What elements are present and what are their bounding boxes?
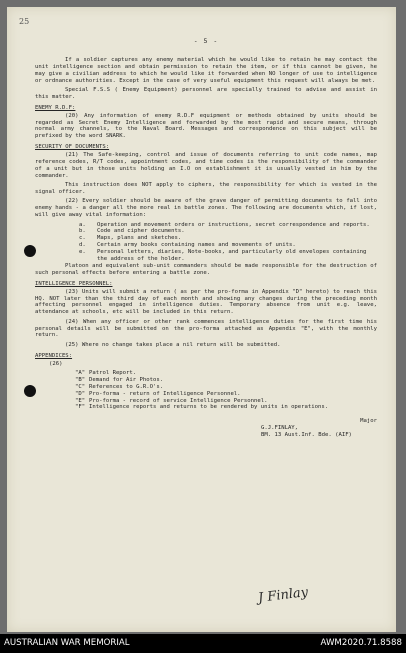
para-20: (20) Any information of enemy R.D.F equipment or methods obtained by units should be regarded as Secret Enemy Intelligence and forwarded by the most rapid and secure means, through normal army channels, to the Naval Board. Messages and correspondence on this subject will be prefixed by the word SNARK. (35, 112, 377, 140)
footer-institution: AUSTRALIAN WAR MEMORIAL (4, 638, 130, 648)
heading-enemy-rdf: ENEMY R.D.F: (35, 104, 76, 111)
appendix-item: "E" Pro-forma - record of service Intelligence Personnel. (75, 397, 268, 404)
heading-appendices: APPENDICES: (35, 352, 73, 359)
document-list (35, 222, 377, 263)
appendix-list (35, 370, 377, 411)
signature-block (261, 418, 377, 439)
list-item: c. Maps, plans and sketches. (79, 235, 182, 242)
footer-accession-number: AWM2020.71.8588 (320, 638, 402, 648)
appendix-item: "D" Pro-forma - return of Intelligence Personnel. (75, 390, 241, 397)
signature-rank: Major (360, 418, 377, 425)
appendix-item: "C" References to G.R.O's. (75, 383, 164, 390)
list-item: d. Certain army books containing names and movements of units. (79, 242, 296, 249)
para-26: (26) (49, 360, 63, 367)
pencil-mark: 25 (19, 17, 30, 26)
para-21: (21) The Safe-keeping, control and issue of documents referring to unit code names, map reference codes, R/T codes, appointment codes, and time codes is the responsibility of the commander of a unit but in those units holding an I.O on establishment it is usually vested in him by the commander. (35, 152, 377, 179)
para-25: (25) Where no change takes place a nil return will be submitted. (65, 341, 281, 348)
para-24: (24) When any officer or other rank commences intelligence duties for the first time his personal details will be submitted on the pro-forma attached as Appendix "E", with the monthly return. (35, 318, 377, 339)
para-platoon: Platoon and equivalent sub-unit commanders should be made responsible for the destruction of such personal effects before entering a battle zone. (35, 262, 377, 276)
list-item: a. Operation and movement orders or instructions, secret correspondence and reports. (79, 221, 370, 228)
document-body (35, 38, 377, 439)
heading-security-documents: SECURITY OF DOCUMENTS: (35, 144, 110, 151)
para-22: (22) Every soldier should be aware of the grave danger of permitting documents to fall into enemy hands - a danger all the more real in battle zones. The following are documents which, if lost, will give away vital information: (35, 198, 377, 219)
handwritten-signature: J Finlay (257, 584, 309, 607)
appendix-item: "A" Patrol Report. (75, 369, 137, 376)
list-item: e. Personal letters, diaries, Note-books, and particularly old envelopes containing the address of the holder. (79, 249, 367, 263)
page-number: - 5 - (193, 37, 219, 45)
para-ciphers: This instruction does NOT apply to ciphers, the responsibility for which is vested in the signal officer. (35, 182, 377, 196)
list-item: b. Code and cipher documents. (79, 228, 185, 235)
appendix-item: "B" Demand for Air Photos. (75, 376, 164, 383)
para-fss: Special F.S.S ( Enemy Equipment) personnel are specially trained to advise and assist in this matter. (35, 86, 377, 100)
para-23: (23) Units will submit a return ( as per the pro-forma in Appendix "D" hereto) to reach this HQ. NOT later than the third day of each month and showing any changes during the preceding month affecting personnel engaged in intelligence duties. Temporary absence from unit e.g. leave, attendance at schools, etc will be included in this return. (35, 288, 377, 316)
signature-unit: BM. 13 Aust.Inf. Bde. (AIF) (261, 432, 352, 439)
appendix-item: "F" Intelligence reports and returns to be rendered by units in operations. (75, 404, 329, 411)
heading-intelligence-personnel: INTELLIGENCE PERSONNEL: (35, 280, 113, 287)
archive-footer (0, 634, 406, 653)
signature-name: G.J.FINLAY, (261, 425, 299, 432)
para-enemy-material: If a soldier captures any enemy material which he would like to retain he may contact the unit intelligence section and obtain permission to retain the item, or if this cannot be given, he may give a civilian address to which he would like it forwarded when NO longer of use to intelligence or ordnance authorities. Except in the case of very useful equipment this request will always be met. (35, 56, 377, 84)
